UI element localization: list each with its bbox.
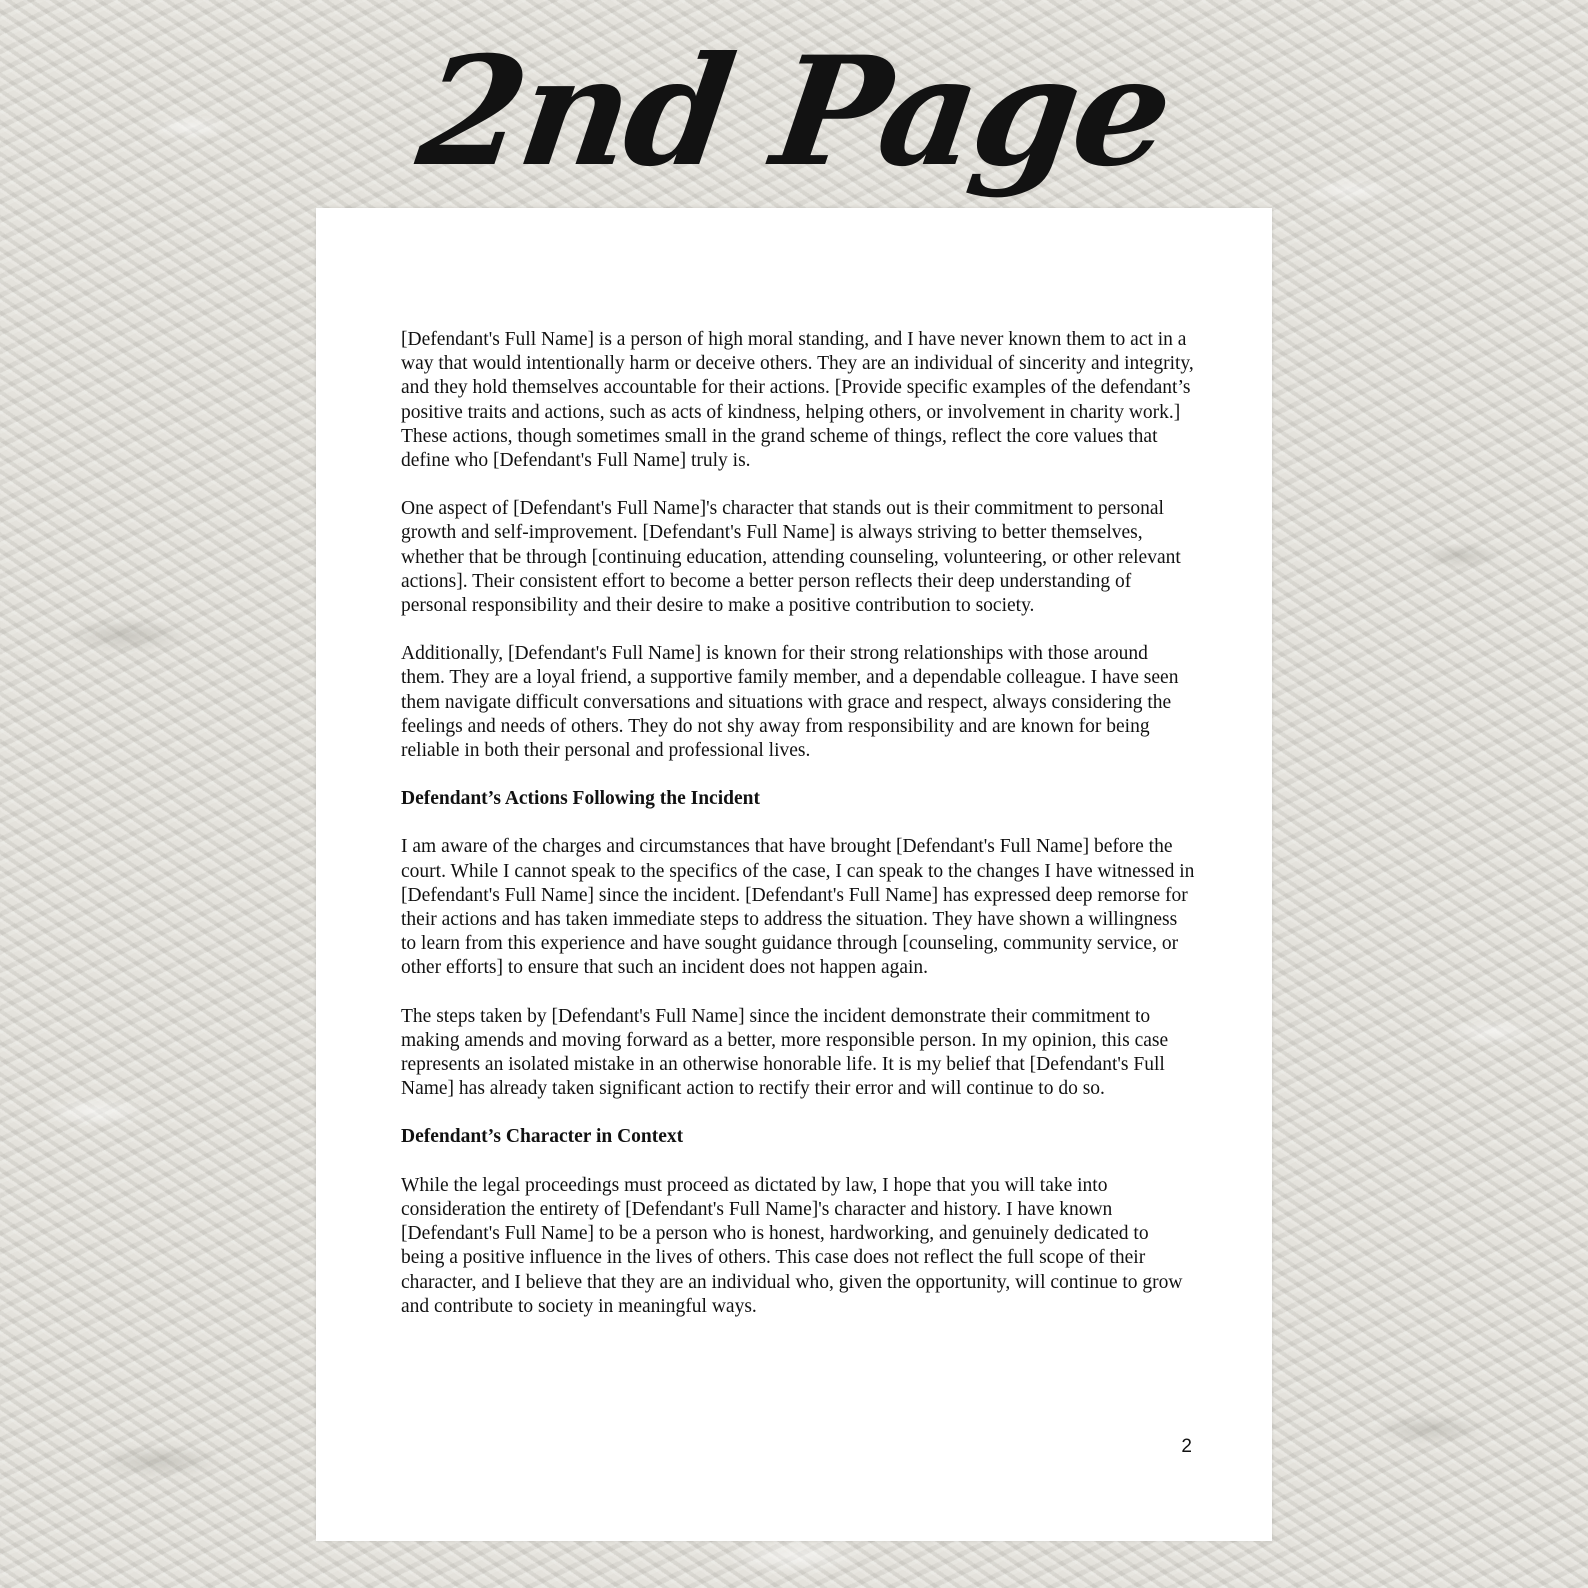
document-page [316, 208, 1272, 1541]
section-heading-context: Defendant’s Character in Context [401, 1126, 684, 1148]
paragraph-relationships: Additionally, [Defendant's Full Name] is known for their strong relationships with those around them. They are a loyal friend, a supportive family member, and a dependable colleague. I have seen them navigate difficult conversations and situations with grace and respect, always considering the feelings and needs of others. They do not shy away from responsibility and are known for being reliable in both their personal and professional lives. [401, 643, 1179, 762]
paragraph-character-standing: [Defendant's Full Name] is a person of high moral standing, and I have never known them to act in a way that would intentionally harm or deceive others. They are an individual of sincerity and integrity, and they hold themselves accountable for their actions. [Provide specific examples of the defendant’s positive traits and actions, such as acts of kindness, helping others, or involvement in charity work.] These actions, though sometimes small in the grand scheme of things, reflect the core values that define who [Defendant's Full Name] truly is. [401, 329, 1194, 472]
page-number: 2 [1181, 1436, 1192, 1457]
banner-title: 2nd Page [409, 24, 1179, 200]
paragraph-context: While the legal proceedings must proceed as dictated by law, I hope that you will take into consideration the entirety of [Defendant's Full Name]'s character and history. I have known [Defendant's Full Name] to be a person who is honest, hardworking, and genuinely dedicated to being a positive influence in the lives of others. This case does not reflect the full scope of their character, and I believe that they are an individual who, given the opportunity, will continue to grow and contribute to society in meaningful ways. [401, 1174, 1183, 1317]
paragraph-amends: The steps taken by [Defendant's Full Name] since the incident demonstrate their commitment to making amends and moving forward as a better, more responsible person. In my opinion, this case represents an isolated mistake in an otherwise honorable life. It is my belief that [Defendant's Full Name] has already taken significant action to rectify their error and will continue to do so. [401, 1005, 1169, 1100]
document-body [401, 328, 1196, 1343]
section-heading-actions: Defendant’s Actions Following the Incident [401, 788, 760, 810]
paragraph-personal-growth: One aspect of [Defendant's Full Name]'s character that stands out is their commitment to personal growth and self-improvement. [Defendant's Full Name] is always striving to better themselves, whether that be through [continuing education, attending counseling, volunteering, or other relevant actions]. Their consistent effort to become a better person reflects their deep understanding of personal responsibility and their desire to make a positive contribution to society. [401, 498, 1181, 617]
paragraph-remorse: I am aware of the charges and circumstances that have brought [Defendant's Full Name] before the court. While I cannot speak to the specifics of the case, I can speak to the changes I have witnessed in [Defendant's Full Name] since the incident. [Defendant's Full Name] has expressed deep remorse for their actions and has taken immediate steps to address the situation. They have shown a willingness to learn from this experience and have sought guidance through [counseling, community service, or other efforts] to ensure that such an incident does not happen again. [401, 836, 1195, 979]
